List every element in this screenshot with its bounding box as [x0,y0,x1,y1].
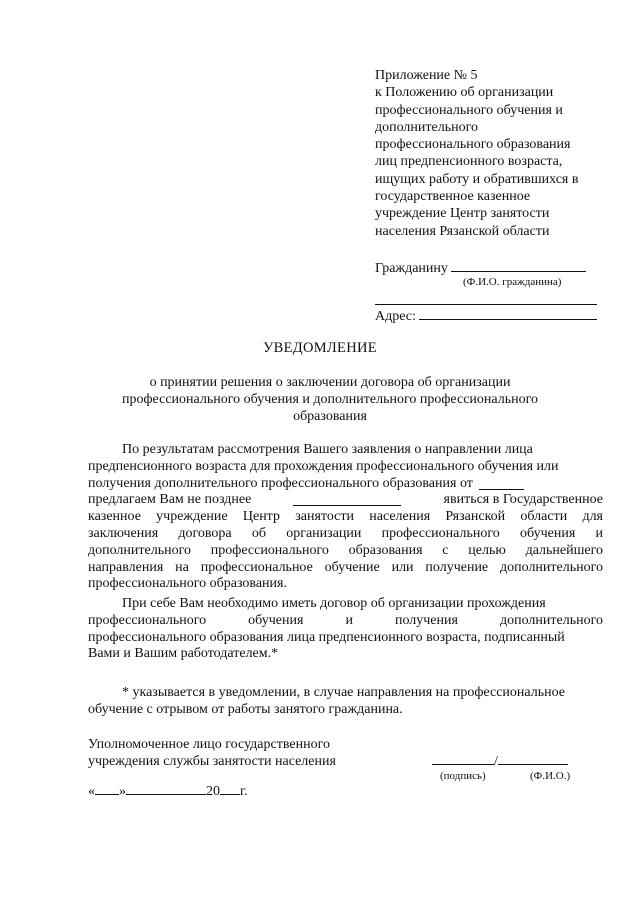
annex-line: к Положению об организации [375,85,554,101]
month-field[interactable] [126,781,206,795]
subtitle-line: образования [293,409,367,424]
document-subtitle [110,374,550,425]
annex-line: профессионального образования [375,137,571,153]
body-text: По результатам рассмотрения Вашего заявления о направлении лица [122,442,533,457]
body-word: и [345,612,353,628]
application-date-field[interactable] [479,476,524,490]
name-field[interactable] [498,751,568,765]
body-text: явиться в Государственное [443,492,603,508]
signature-caption: (подпись) [440,770,486,782]
body-word: дополнительного [499,612,603,628]
body-line: заключения договора об организации профессионального обучения и [88,525,603,541]
body-text: При себе Вам необходимо иметь договор об организации прохождения [122,596,546,611]
citizen-name-field[interactable] [451,258,586,272]
annex-line: профессионального обучения и [375,102,563,118]
annex-header [375,67,615,240]
annex-line: ищущих работу и обратившихся в [375,171,579,187]
body-word: получения [394,612,458,628]
body-line: Вами и Вашим работодателем.* [88,646,279,662]
body-paragraph-2 [88,596,603,663]
date-quote-close: » [119,784,126,799]
body-line: казенное учреждение Центр занятости населения Рязанской области для [88,509,603,525]
date-quote-open: « [88,784,95,799]
footnote-line: обучение с отрывом от работы занятого гражданина. [88,702,403,717]
citizen-label: Гражданину [375,261,448,276]
deadline-date-field[interactable] [293,492,401,506]
annex-line: Приложение № 5 [375,68,478,83]
body-text: предлагаем Вам не позднее [88,492,252,508]
signature-field[interactable] [432,751,494,765]
day-field[interactable] [95,781,119,795]
name-caption: (Ф.И.О.) [530,770,571,782]
body-line [88,492,603,509]
body-line: направления на профессиональное обучение или получение дополнительного [88,559,603,575]
body-line [88,613,603,630]
year-suffix: г. [240,784,248,799]
body-paragraph-1 [88,442,603,593]
body-line: дополнительного профессионального образования с целью дальнейшего [88,542,603,558]
address-row [375,306,597,325]
body-line [88,476,603,493]
footnote-line: * указывается в уведомлении, в случае направления на профессиональное [122,685,565,700]
year-field[interactable] [220,781,240,795]
body-line: профессионального образования. [88,576,287,592]
body-line [88,442,603,459]
body-line [88,630,603,647]
official-title-line-2: учреждения службы занятости населения [88,754,336,769]
annex-line: учреждение Центр занятости [375,206,550,222]
body-line [88,459,603,476]
body-word: обучения [248,612,304,628]
body-word: профессионального [88,612,207,628]
annex-line: лиц предпенсионного возраста, [375,154,563,170]
annex-line: населения Рязанской области [375,223,550,239]
citizen-caption: (Ф.И.О. гражданина) [463,276,562,288]
signature-row [432,751,568,770]
signature-slash: / [494,754,498,769]
annex-line: государственное казенное [375,189,531,205]
footnote [88,684,603,718]
address-field[interactable] [419,306,597,320]
body-text: профессионального образования лица предпенсионного возраста, подписанный [88,629,565,645]
subtitle-line: о принятии решения о заключении договора об организации [149,375,511,390]
body-line [88,596,603,613]
annex-line: дополнительного [375,119,478,135]
document-title: УВЕДОМЛЕНИЕ [263,340,377,356]
body-text: получения дополнительного профессионального образования от [88,475,473,491]
year-prefix: 20 [206,784,220,799]
body-text: предпенсионного возраста для прохождения профессионального обучения или [88,458,559,474]
citizen-extra-line[interactable] [375,304,597,305]
citizen-row [375,258,586,277]
address-label: Адрес: [375,309,416,324]
subtitle-line: профессионального обучения и дополнительного профессионального [121,392,538,407]
official-title-line-1: Уполномоченное лицо государственного [88,737,330,752]
date-row [88,781,248,800]
